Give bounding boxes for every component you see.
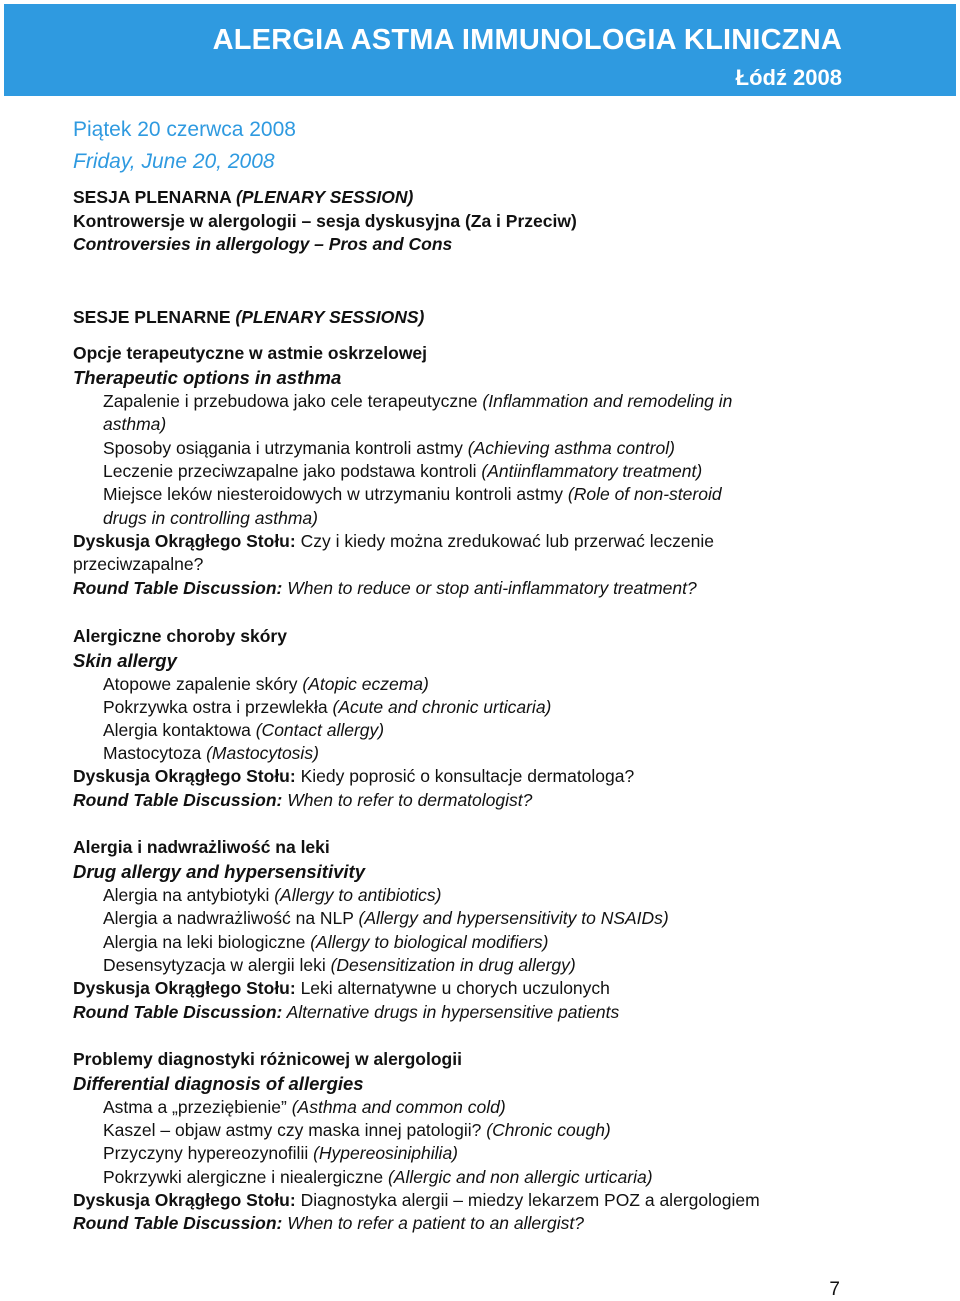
header-banner [4,4,956,96]
asthma-title-en: Therapeutic options in asthma [73,367,342,388]
round-table-label-en: Round Table Discussion: [73,1002,283,1022]
asthma-round-table-pl [73,530,714,554]
diag-round-table-en [73,1212,584,1236]
diag-round-table-pl [73,1189,760,1213]
asthma-item-3 [103,460,702,484]
drug-item-1-pl: Alergia na antybiotyki [103,885,275,905]
plenary-sessions-title: SESJE PLENARNE [73,307,236,327]
plenary-session-subtitle-en: Controversies in allergology – Pros and Cons [73,234,453,254]
drug-item-4 [103,954,576,978]
diag-item-4-en: (Allergic and non allergic urticaria) [387,1167,653,1187]
plenary-session-title: SESJA PLENARNA [73,187,237,207]
asthma-item-1-en-cont: asthma) [103,414,167,434]
asthma-item-4-en: (Role of non-steroid [567,484,722,504]
drug-item-4-pl: Desensytyzacja w alergii leki [103,955,331,975]
skin-round-table-pl [73,765,634,789]
diag-item-2 [103,1119,611,1143]
skin-item-2 [103,696,551,720]
skin-title-en: Skin allergy [73,650,177,671]
asthma-item-4 [103,483,722,507]
asthma-item-4-en-cont: drugs in controlling asthma) [103,508,318,528]
asthma-item-4-pl: Miejsce leków niesteroidowych w utrzymaniu kontroli astmy [103,484,568,504]
skin-item-3-en: (Contact allergy) [255,720,385,740]
asthma-round-table-pl-cont: przeciwzapalne? [73,554,204,574]
asthma-item-3-en: (Antiinflammatory treatment) [481,461,703,481]
drug-round-table-en [73,1001,619,1025]
asthma-round-table-en [73,577,697,601]
asthma-item-2-pl: Sposoby osiągania i utrzymania kontroli astmy [103,438,468,458]
drug-item-1-en: (Allergy to antibiotics) [274,885,442,905]
diag-title-en: Differential diagnosis of allergies [73,1073,364,1094]
skin-item-1-en: (Atopic eczema) [302,674,429,694]
asthma-title-pl: Opcje terapeutyczne w astmie oskrzelowej [73,343,428,363]
conference-title: ALERGIA ASTMA IMMUNOLOGIA KLINICZNA [212,24,842,56]
date-polish: Piątek 20 czerwca 2008 [73,118,296,141]
skin-item-4-pl: Mastocytoza [103,743,207,763]
drug-title-en: Drug allergy and hypersensitivity [73,861,365,882]
diag-item-1 [103,1096,506,1120]
drug-item-3-en: (Allergy to biological modifiers) [310,932,549,952]
round-table-text: Leki alternatywne u chorych uczulonych [295,978,610,998]
page-number: 7 [829,1279,840,1300]
skin-item-4-en: (Mastocytosis) [206,743,319,763]
skin-round-table-en [73,789,532,813]
asthma-item-1 [103,390,732,414]
drug-item-3-pl: Alergia na leki biologiczne [103,932,311,952]
round-table-text-en: When to refer to dermatologist? [282,790,533,810]
skin-item-1 [103,673,429,697]
date-english: Friday, June 20, 2008 [73,150,275,173]
round-table-label: Dyskusja Okrągłego Stołu: [73,531,296,551]
plenary-session-title-en: (PLENARY SESSION) [236,187,414,207]
skin-item-1-pl: Atopowe zapalenie skóry [103,674,303,694]
skin-item-3-pl: Alergia kontaktowa [103,720,256,740]
round-table-text-en: When to refer a patient to an allergist? [282,1213,584,1233]
round-table-text-en: When to reduce or stop anti-inflammatory treatment? [282,578,697,598]
asthma-item-2 [103,437,675,461]
skin-item-2-pl: Pokrzywka ostra i przewlekła [103,697,333,717]
drug-item-2 [103,907,669,931]
diag-item-4-pl: Pokrzywki alergiczne i niealergiczne [103,1167,388,1187]
round-table-label-en: Round Table Discussion: [73,578,283,598]
skin-title-pl: Alergiczne choroby skóry [73,626,287,646]
drug-item-1 [103,884,442,908]
diag-item-4 [103,1166,653,1190]
drug-item-4-en: (Desensitization in drug allergy) [330,955,576,975]
asthma-item-3-pl: Leczenie przeciwzapalne jako podstawa kontroli [103,461,482,481]
round-table-label: Dyskusja Okrągłego Stołu: [73,978,296,998]
diag-item-3-pl: Przyczyny hypereozynofilii [103,1143,314,1163]
round-table-label: Dyskusja Okrągłego Stołu: [73,1190,296,1210]
round-table-label-en: Round Table Discussion: [73,790,283,810]
drug-item-2-pl: Alergia a nadwrażliwość na NLP [103,908,359,928]
plenary-sessions-title-en: (PLENARY SESSIONS) [235,307,425,327]
diag-item-1-pl: Astma a „przeziębienie” [103,1097,292,1117]
round-table-text: Kiedy poprosić o konsultacje dermatologa? [295,766,635,786]
drug-round-table-pl [73,977,610,1001]
conference-place-year: Łódź 2008 [735,65,842,90]
diag-item-3 [103,1142,458,1166]
asthma-item-2-en: (Achieving asthma control) [467,438,675,458]
diag-title-pl: Problemy diagnostyki różnicowej w alergologii [73,1049,462,1069]
plenary-session-subtitle-pl: Kontrowersje w alergologii – sesja dyskusyjna (Za i Przeciw) [73,211,577,231]
skin-item-3 [103,719,384,743]
asthma-item-1-en: (Inflammation and remodeling in [482,391,733,411]
round-table-text-en: Alternative drugs in hypersensitive patients [282,1002,620,1022]
round-table-text: Diagnostyka alergii – miedzy lekarzem POZ a alergologiem [295,1190,760,1210]
round-table-label-en: Round Table Discussion: [73,1213,283,1233]
drug-item-3 [103,931,549,955]
plenary-sessions-heading [73,306,424,330]
drug-item-2-en: (Allergy and hypersensitivity to NSAIDs) [358,908,669,928]
asthma-item-1-pl: Zapalenie i przebudowa jako cele terapeutyczne [103,391,483,411]
diag-item-2-pl: Kaszel – objaw astmy czy maska innej patologii? [103,1120,487,1140]
round-table-label: Dyskusja Okrągłego Stołu: [73,766,296,786]
diag-item-3-en: (Hypereosiniphilia) [313,1143,458,1163]
diag-item-2-en: (Chronic cough) [486,1120,611,1140]
drug-title-pl: Alergia i nadwrażliwość na leki [73,837,330,857]
round-table-text: Czy i kiedy można zredukować lub przerwać leczenie [295,531,714,551]
skin-item-2-en: (Acute and chronic urticaria) [332,697,552,717]
skin-item-4 [103,742,319,766]
plenary-session-heading [73,186,413,210]
diag-item-1-en: (Asthma and common cold) [291,1097,506,1117]
